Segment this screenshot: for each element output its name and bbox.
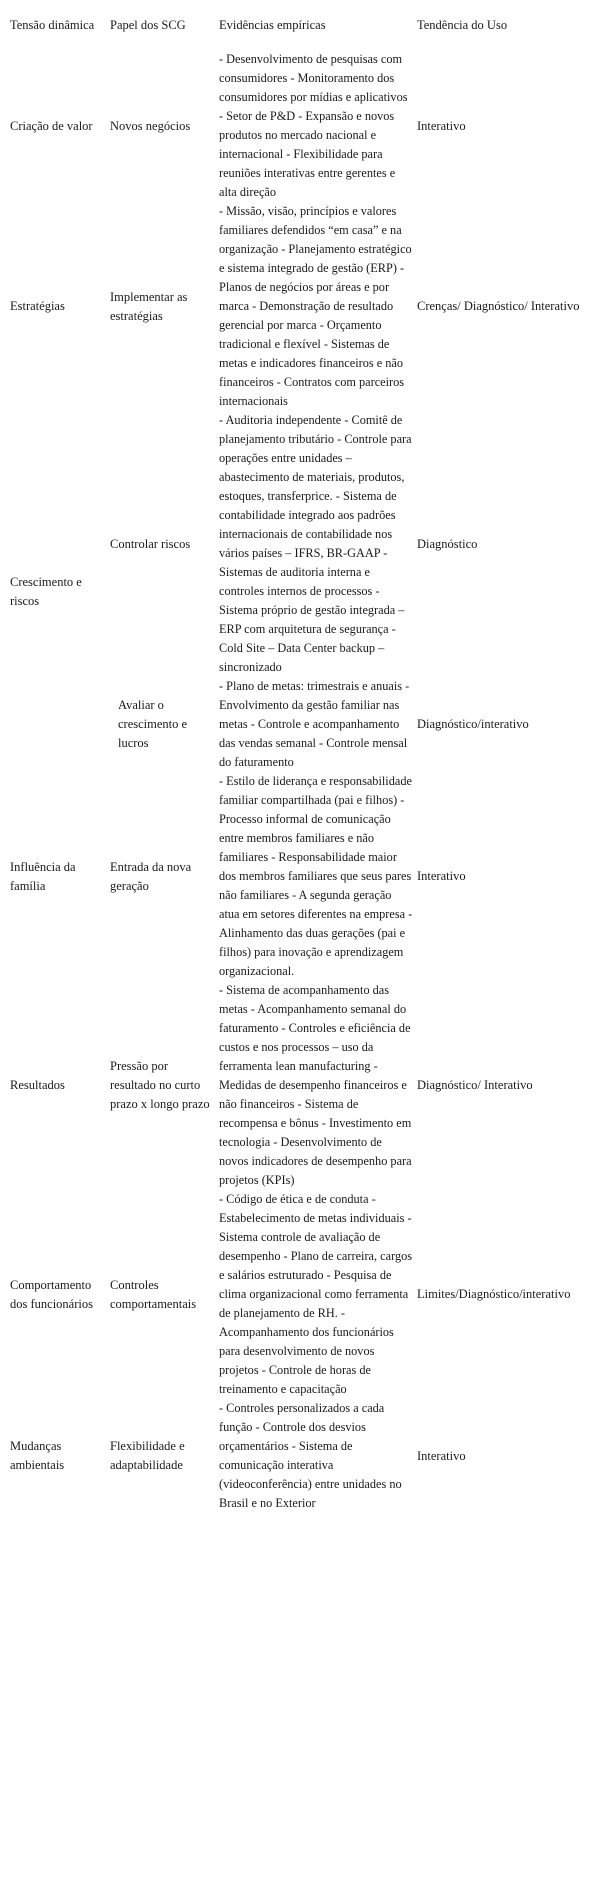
cell-tendencia: Diagnóstico/interativo xyxy=(417,717,529,731)
cell-tensao: Mudanças ambientais xyxy=(10,1439,65,1472)
cell-evidencias: - Plano de metas: trimestrais e anuais - Envolvimento da gestão familiar nas metas - Controle e acompanhamento das vendas semanal - Controle mensal do faturamento xyxy=(219,679,410,769)
cell-tendencia: Diagnóstico xyxy=(417,536,478,551)
table-row xyxy=(0,50,600,202)
cell-tendencia: Diagnóstico/ Interativo xyxy=(417,1078,533,1092)
cell-papel: Pressão por resultado no curto prazo x longo prazo xyxy=(110,1059,210,1111)
table-row xyxy=(0,772,600,981)
table-row xyxy=(0,981,600,1190)
header-tendencia: Tendência do Uso xyxy=(417,17,508,32)
cell-tensao: Estratégias xyxy=(10,299,65,313)
cell-tendencia: Interativo xyxy=(417,118,466,133)
table-row xyxy=(0,411,600,677)
cell-tensao: Influência da família xyxy=(10,859,76,893)
cell-papel: Flexibilidade e adaptabilidade xyxy=(110,1439,185,1472)
cell-papel: Controlar riscos xyxy=(110,536,191,551)
cell-tensao: Criação de valor xyxy=(10,118,93,133)
cell-papel: Avaliar o crescimento e lucros xyxy=(118,698,188,750)
cell-evidencias: - Controles personalizados a cada função - Controle dos desvios orçamentários - Sistema de comunicação interativa (videoconferência) entre unidades no Brasil e no Exterior xyxy=(219,1401,402,1510)
cell-evidencias: - Desenvolvimento de pesquisas com consumidores - Monitoramento dos consumidores por mídias e aplicativos - Setor de P&D - Expansão e novos produtos no mercado nacional e internacional - Flexibilidade para reuniões interativas entre gerentes e alta direção xyxy=(219,52,408,199)
cell-tensao: Resultados xyxy=(10,1078,65,1092)
cell-tendencia: Interativo xyxy=(417,1448,466,1463)
cell-papel: Entrada da nova geração xyxy=(110,859,192,893)
cell-evidencias: - Código de ética e de conduta - Estabelecimento de metas individuais - Sistema controle de avaliação de desempenho - Plano de carreira, cargos e salários estruturado - Pesquisa de clima organizacional como ferramenta de planejamento de RH. - Acompanhamento dos funcionários para desenvolvimento de novos projetos - Controle de horas de treinamento e capacitação xyxy=(219,1192,413,1396)
cell-evidencias: - Missão, visão, princípios e valores familiares defendidos “em casa” e na organização - Planejamento estratégico e sistema integrado de gestão (ERP) - Planos de negócios por áreas e por marca - Demonstração de resultado gerencial por marca - Orçamento tradicional e flexível - Sistemas de metas e indicadores financeiros e não financeiros - Contratos com parceiros internacionais xyxy=(219,204,412,408)
header-papel: Papel dos SCG xyxy=(110,17,186,32)
header-tensao: Tensão dinâmica xyxy=(10,17,95,32)
cell-evidencias: - Sistema de acompanhamento das metas - Acompanhamento semanal do faturamento - Controles e eficiência de custos e nos processos – uso da ferramenta lean manufacturing - Medidas de desempenho financeiros e não financeiros - Sistema de recompensa e bônus - Investimento em tecnologia - Desenvolvimento de novos indicadores de desempenho para projetos (KPIs) xyxy=(219,983,412,1187)
cell-tendencia: Interativo xyxy=(417,869,466,883)
table-row xyxy=(0,1399,600,1513)
table-row xyxy=(0,202,600,411)
cell-tendencia: Limites/Diagnóstico/interativo xyxy=(417,1287,571,1301)
cell-papel: Implementar as estratégias xyxy=(110,289,188,323)
cell-evidencias: - Estilo de liderança e responsabilidade familiar compartilhada (pai e filhos) - Processo informal de comunicação entre membros familiares e não familiares - Responsabilidade maior dos membros familiares que seus pares não familiares - A segunda geração atua em setores diferentes na empresa - Alinhamento das duas gerações (pai e filhos) para inovação e aprendizagem organizacional. xyxy=(219,774,413,978)
cell-papel: Novos negócios xyxy=(110,118,191,133)
table-header-row xyxy=(0,0,600,50)
cell-tendencia: Crenças/ Diagnóstico/ Interativo xyxy=(417,299,580,313)
cell-tensao: Crescimento e riscos xyxy=(10,574,82,608)
cell-evidencias: - Auditoria independente - Comitê de planejamento tributário - Controle para operações entre unidades – abastecimento de materiais, produtos, estoques, transferprice. - Sistema de contabilidade integrado aos padrões internacionais de contabilidade nos vários países – IFRS, BR-GAAP - Sistemas de auditoria interna e controles internos de processos - Sistema próprio de gestão integrada – ERP com arquitetura de segurança - Cold Site – Data Center backup – sincronizado xyxy=(219,413,412,674)
cell-tensao: Comportamento dos funcionários xyxy=(10,1277,93,1311)
cell-papel: Controles comportamentais xyxy=(110,1277,197,1311)
table-row xyxy=(0,1190,600,1399)
header-evidencias: Evidências empíricas xyxy=(219,17,326,32)
